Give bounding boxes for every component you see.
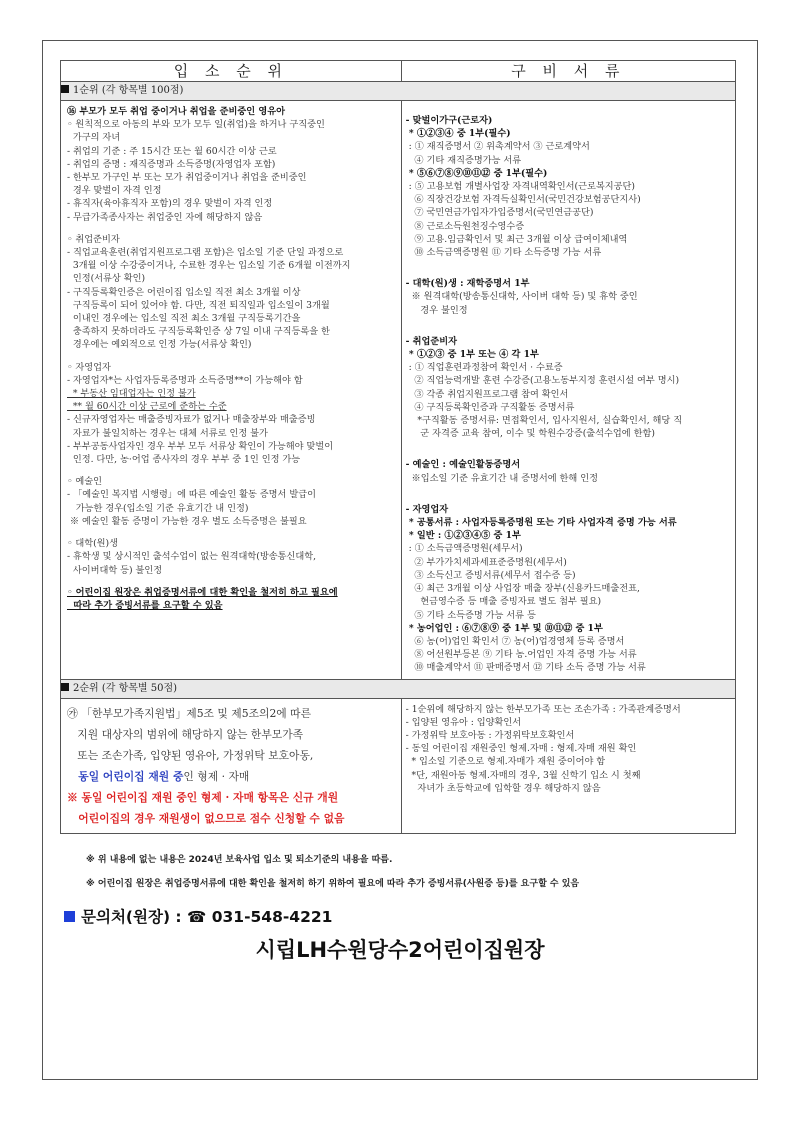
text-line: ④ 기타 재직증명가능 서류 xyxy=(405,154,522,166)
text-line: ② 부가가치세과세표준증명원(세무서) xyxy=(405,556,567,568)
text-line: - 휴학생 및 상시적인 출석수업이 없는 원격대학(방송통신대학, xyxy=(67,551,317,563)
text-line: ◦ 대학(원)생 xyxy=(67,538,119,550)
text-line: ※ 동일 어린이집 재원 중인 형제 · 자매 항목은 신규 개원 xyxy=(67,790,339,804)
text-line: 자료가 불일치하는 경우는 대체 서류로 인정 불가 xyxy=(67,427,268,439)
header-priority: 입 소 순 위 xyxy=(61,61,402,82)
text-line xyxy=(406,105,731,114)
text-line: ⑩ 매출계약서 ⑪ 판매증명서 ⑫ 기타 소득 증명 가능 서류 xyxy=(405,662,646,674)
text-line: ※입소일 기준 유효기간 내 증명서에 한해 인정 xyxy=(405,472,598,484)
text-line: ④ 최근 3개월 이상 사업장 매출 장부(신용카드매출전표, xyxy=(405,583,640,595)
text-line: - 맞벌이가구(근로자) xyxy=(405,115,493,126)
text-line: ◦ 자영업자 xyxy=(67,361,111,373)
text-line: - 자영업자 xyxy=(405,503,449,515)
text-line: 따라 추가 증빙서류를 요구할 수 있음 xyxy=(67,599,223,611)
text-line: * ⑤⑥⑦⑧⑨⑩⑪⑫ 중 1부(필수) xyxy=(405,167,548,179)
text-line: ③ 각종 취업지원프로그램 참여 확인서 xyxy=(405,388,569,400)
text-line: 경우에는 예외적으로 인정 가능(서류상 확인) xyxy=(67,339,252,351)
text-line: 경우 맞벌이 자격 인정 xyxy=(67,185,162,197)
rank2-criteria xyxy=(61,698,402,833)
text-line: ◦ 어린이집 원장은 취업증명서류에 대한 확인을 철저히 하고 필요에 xyxy=(67,586,338,598)
text-line: ⑤ 기타 소득증명 가능 서류 등 xyxy=(405,609,536,621)
square-bullet-icon xyxy=(61,85,69,93)
text-line xyxy=(67,352,397,361)
rank2-documents xyxy=(401,698,735,833)
text-line xyxy=(67,224,397,233)
text-line: - 자영업자*는 사업자등록증명과 소득증명**이 가능해야 함 xyxy=(67,374,303,386)
text-line: 경우 불인정 xyxy=(405,304,468,316)
text-fragment: 인 형제 · 자매 xyxy=(183,769,250,783)
text-line: ⑥ 직장건강보험 자격득실확인서(국민건강보험공단지사) xyxy=(405,194,641,206)
text-line: *단, 재원아동 형제.자매의 경우, 3월 신학기 입소 시 첫째 xyxy=(405,769,641,781)
contact-info: 문의처(원장) : ☎ 031-548-4221 xyxy=(64,905,332,927)
text-line xyxy=(406,449,731,458)
text-line: 어린이집의 경우 재원생이 없으므로 점수 신청할 수 없음 xyxy=(67,811,345,825)
text-line: 가능한 경우(입소일 기준 유효기간 내 인정) xyxy=(67,502,249,514)
text-line: 또는 조손가족, 입양된 영유아, 가정위탁 보호아동, xyxy=(67,748,314,762)
text-line: ⑧ 어선원부등본 ⑨ 기타 농.어업인 자격 증명 가능 서류 xyxy=(405,649,637,661)
text-line: ⑩ 소득금액증명원 ⑪ 기타 소득증명 가능 서류 xyxy=(405,247,602,259)
text-line: ◦ 예술인 xyxy=(67,476,102,488)
text-line xyxy=(406,268,731,277)
blue-square-icon xyxy=(64,911,75,922)
text-line: ㉮ 「한부모가족지원법」제5조 및 제5조의2에 따른 xyxy=(67,706,312,720)
text-line: * 일반 : ①②③④⑤ 중 1부 xyxy=(405,530,521,542)
text-line: : ① 소득금액증명원(세무서) xyxy=(405,543,523,555)
admission-table xyxy=(60,60,736,834)
text-line: ⑥ 농(어)업인 확인서 ⑦ 농(어)업경영체 등록 증명서 xyxy=(405,635,625,647)
text-line: ⑧ 근로소득원천징수영수증 xyxy=(405,220,525,232)
text-line: 자녀가 초등학교에 입학할 경우 해당하지 않음 xyxy=(405,782,601,794)
rank1-documents xyxy=(401,101,735,680)
text-line: - 대학(원)생 : 재학증명서 1부 xyxy=(405,278,530,290)
text-line xyxy=(406,485,731,494)
text-line xyxy=(406,494,731,503)
text-line: * 부동산 임대업자는 인정 불가 xyxy=(67,388,196,400)
signature: 시립LH수원당수2어린이집원장 xyxy=(255,938,545,962)
text-line: *구직활동 증명서류: 면접확인서, 입사지원서, 실습확인서, 해당 직 xyxy=(405,415,683,427)
text-line: 인정(서류상 확인) xyxy=(67,273,146,285)
text-line: - 취업의 증명 : 재직증명과 소득증명(자영업자 포함) xyxy=(67,158,276,170)
text-line: ◦ 원칙적으로 아동의 부와 모가 모두 일(취업)을 하거나 구직중인 xyxy=(67,119,325,131)
square-bullet-icon xyxy=(61,683,69,691)
rank1-criteria xyxy=(61,101,402,680)
text-line: - 취업의 기준 : 주 15시간 또는 월 60시간 이상 근로 xyxy=(67,145,277,157)
text-line: ** 월 60시간 이상 근로에 준하는 수준 xyxy=(67,401,227,413)
footnote-2: ※ 어린이집 원장은 취업증명서류에 대한 확인을 철저히 하기 위하여 필요에 따라 추가 증빙서류(사원증 등)를 요구할 수 있음 xyxy=(86,879,580,889)
text-line: - 휴직자(육아휴직자 포함)의 경우 맞벌이 자격 인정 xyxy=(67,198,273,210)
text-line: 3개월 이상 수강중이거나, 수료한 경우는 입소일 기준 6개월 이전까지 xyxy=(67,260,351,272)
text-line xyxy=(406,317,731,326)
text-line: * 입소일 기준으로 형제.자매가 재원 중이어야 함 xyxy=(405,756,606,768)
text-line: ⑯ 부모가 모두 취업 중이거나 취업을 준비중인 영유아 xyxy=(67,106,285,117)
highlight-text: 동일 어린이집 재원 중 xyxy=(67,769,184,783)
header-documents: 구 비 서 류 xyxy=(401,61,735,82)
text-line: - 부부공동사업자인 경우 부부 모두 서류상 확인이 가능해야 맞벌이 xyxy=(67,440,334,452)
text-line: 사이버대학 등) 불인정 xyxy=(67,564,163,576)
text-line: : ① 재직증명서 ② 위촉계약서 ③ 근로계약서 xyxy=(405,141,590,153)
text-line: - 1순위에 해당하지 않는 한부모가족 또는 조손가족 : 가족관계증명서 xyxy=(405,703,681,715)
text-line: 인정. 다만, 농·어업 종사자의 경우 부부 중 1인 인정 가능 xyxy=(67,454,301,466)
text-line: - 직업교육훈련(취업지원프로그램 포함)은 입소일 기준 단일 과정으로 xyxy=(67,247,344,259)
rank2-section-label: 2순위 (각 항목별 50점) xyxy=(61,679,736,698)
text-line xyxy=(67,766,397,787)
text-line: ※ 원격대학(방송통신대학, 사이버 대학 등) 및 휴학 중인 xyxy=(405,291,638,303)
text-line: - 동일 어린이집 재원중인 형제.자매 : 형제.자매 재원 확인 xyxy=(405,743,637,755)
text-line: ◦ 취업준비자 xyxy=(67,233,120,245)
text-line: - 입양된 영유아 : 입양확인서 xyxy=(405,716,522,728)
text-line: ② 직업능력개발 훈련 수강증(고용노동부지정 훈련시설 여부 명시) xyxy=(405,375,680,387)
text-line xyxy=(67,466,397,475)
text-line: ④ 구직등록확인증과 구직활동 증명서류 xyxy=(405,401,575,413)
text-line xyxy=(406,326,731,335)
text-line: : ⑤ 고용보험 개별사업장 자격내역확인서(근로복지공단) xyxy=(405,181,635,193)
text-line: * ①②③④ 중 1부(필수) xyxy=(405,128,511,140)
text-line: 가구의 자녀 xyxy=(67,132,121,144)
text-line: ③ 소득신고 증빙서류(세무서 접수증 등) xyxy=(405,569,576,581)
text-line xyxy=(406,440,731,449)
text-line xyxy=(67,528,397,537)
text-line: - 가정위탁 보호아동 : 가정위탁보호확인서 xyxy=(405,729,575,741)
text-line: * 농어업인 : ⑥⑦⑧⑨ 중 1부 및 ⑩⑪⑫ 중 1부 xyxy=(405,622,603,634)
text-line: 지원 대상자의 범위에 해당하지 않는 한부모가족 xyxy=(67,727,304,741)
text-line: - 「예술인 복지법 시행령」에 따른 예술인 활동 증명서 발급이 xyxy=(67,489,316,501)
text-line: 현금영수증 등 매출 증빙자료 별도 첨부 필요) xyxy=(405,596,602,608)
text-line: - 무급가족종사자는 취업중인 자에 해당하지 않음 xyxy=(67,211,263,223)
text-line: - 신규자영업자는 매출증빙자료가 없거나 매출장부와 매출증빙 xyxy=(67,414,316,426)
text-line: - 취업준비자 xyxy=(405,335,458,347)
text-line: 충족하지 못하더라도 구직등록확인증 상 7일 이내 구직등록을 한 xyxy=(67,326,330,338)
text-line: * ①②③ 중 1부 또는 ④ 각 1부 xyxy=(405,349,539,361)
text-line: ⑨ 고용.임금확인서 및 최근 3개월 이상 급여이체내역 xyxy=(405,233,628,245)
text-line xyxy=(67,577,397,586)
text-line: - 한부모 가구인 부 또는 모가 취업중이거나 취업을 준비중인 xyxy=(67,172,307,184)
text-line: 구직등록이 되어 있어야 함. 다만, 직전 퇴직일과 입소일이 3개월 xyxy=(67,299,330,311)
text-line: * 공통서류 : 사업자등록증명원 또는 기타 사업자격 증명 가능 서류 xyxy=(405,517,677,529)
rank1-section-label: 1순위 (각 항목별 100점) xyxy=(61,82,736,101)
text-line xyxy=(406,259,731,268)
text-line: - 구직등록확인증은 어린이집 입소일 직전 최소 3개월 이상 xyxy=(67,286,301,298)
footnote-1: ※ 위 내용에 없는 내용은 2024년 보육사업 입소 및 퇴소기준의 내용을 따름. xyxy=(86,855,393,865)
text-line: 군 자격증 교육 참여, 이수 및 학원수강증(출석수업에 한함) xyxy=(405,428,655,440)
text-line: 이내인 경우에는 입소일 직전 최소 3개월 구직등록기간을 xyxy=(67,313,301,325)
text-line: ※ 예술인 활동 증명이 가능한 경우 별도 소득증명은 불필요 xyxy=(67,515,307,527)
text-line: - 예술인 : 예술인활동증명서 xyxy=(405,459,521,471)
text-line: ⑦ 국민연금가입자가입증명서(국민연금공단) xyxy=(405,207,594,219)
text-line: : ① 직업훈련과정참여 확인서 · 수료증 xyxy=(405,362,563,374)
footnotes xyxy=(86,848,579,896)
